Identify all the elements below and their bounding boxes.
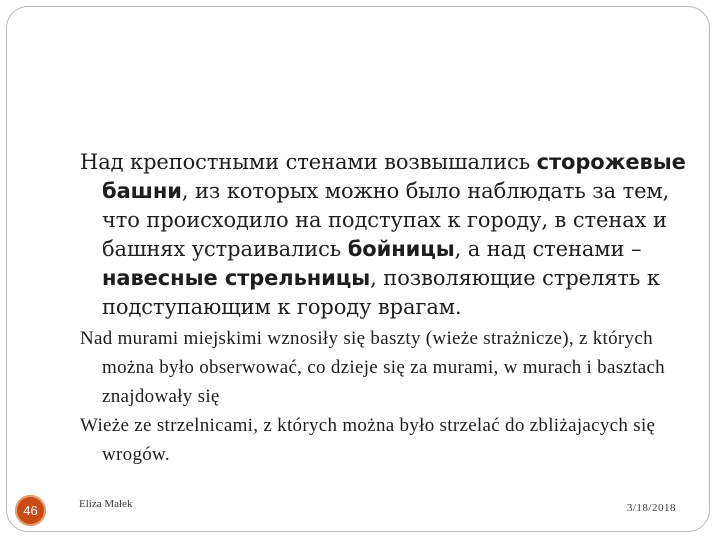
footer-author: Eliza Małek [79, 498, 133, 510]
paragraph-polish-2: Wieże ze strzelnicami, z których można było strzelać do zbliżajacych się wrogów. [80, 415, 656, 465]
paragraph-polish-1: Nad murami miejskimi wznosiły się baszty (wieże strażnicze), z których można było obserwować, co dzieje się za murami, w murach i basztach znajdowały się [80, 328, 665, 407]
text-segment: , а над стенами – [454, 237, 642, 261]
bold-term-hanging-embrasures: навесные стрельницы [102, 266, 371, 290]
bold-term-watchtowers: сторожевые башни [102, 150, 686, 203]
footer-date: 3/18/2018 [626, 502, 676, 514]
slide-content [80, 148, 690, 469]
text-segment: , из которых можно было наблюдать за тем, что происходило на подступах к городу, в стенах и башнях устраивались [102, 179, 670, 261]
page-number-badge: 46 [15, 495, 46, 526]
text-segment: Над крепостными стенами возвышались [80, 150, 537, 174]
paragraph-russian [80, 148, 690, 322]
bold-term-loopholes: бойницы [347, 237, 455, 261]
text-segment: , позволяющие стрелять к подступающим к городу врагам. [102, 266, 660, 319]
